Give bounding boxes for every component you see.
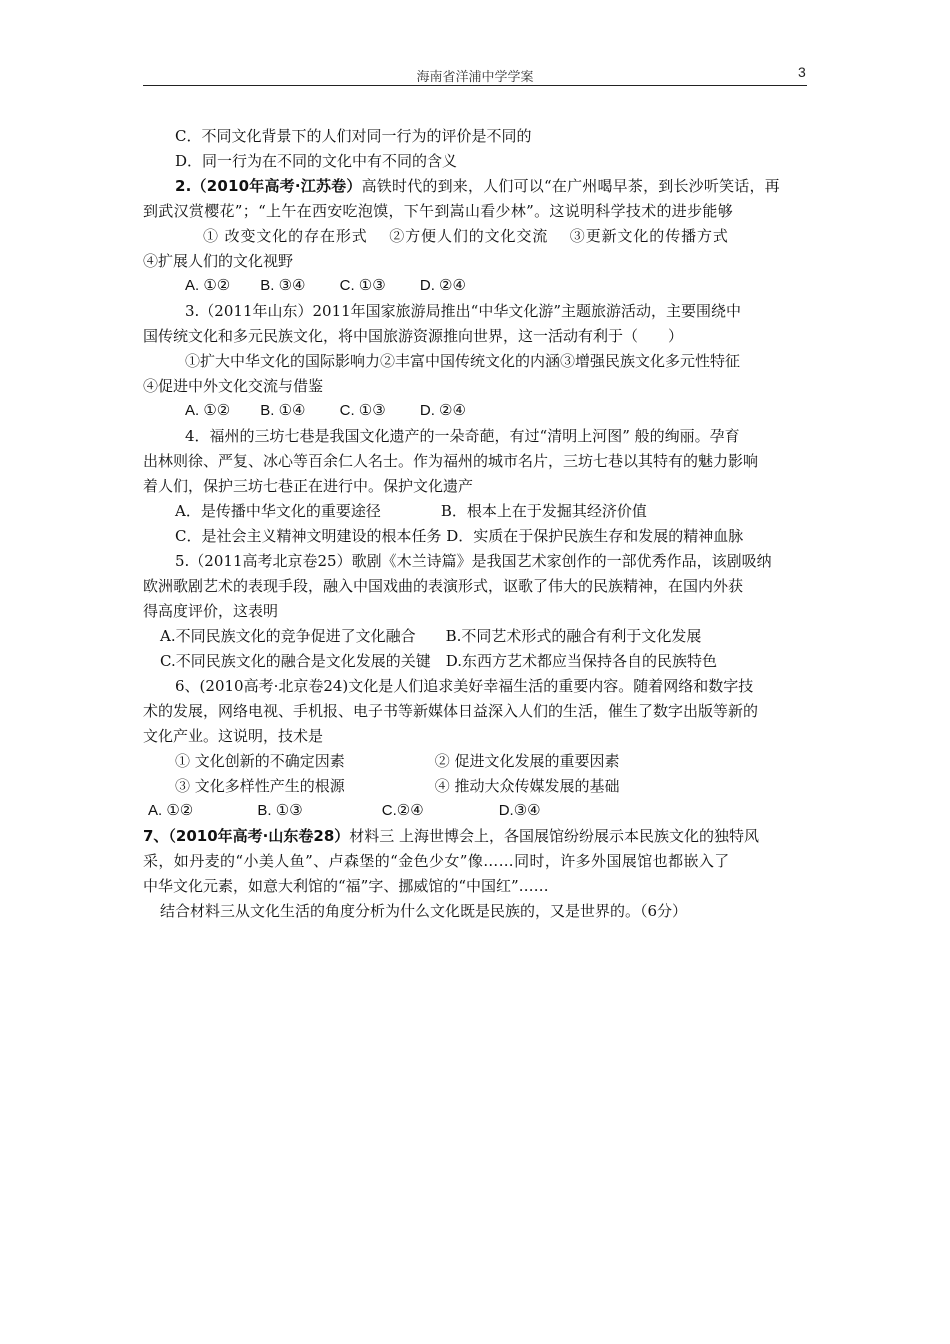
question-2-line: 到武汉赏樱花”；“上午在西安吃泡馍，下午到嵩山看少林”。这说明科学技术的进步能够: [143, 202, 734, 220]
question-4-line: 4．福州的三坊七巷是我国文化遗产的一朵奇葩，有过“清明上河图” 般的绚丽。孕育: [185, 427, 740, 445]
question-5-line: 5.（2011高考北京卷25）歌剧《木兰诗篇》是我国艺术家创作的一部优秀作品，该剧吸纳: [175, 552, 772, 570]
question-4-options: C．是社会主义精神文明建设的根本任务 D．实质在于保护民族生存和发展的精神血脉: [175, 527, 744, 545]
question-7-line: 采，如丹麦的“小美人鱼”、卢森堡的“金色少女”像……同时，许多外国展馆也都嵌入了: [143, 852, 730, 870]
question-7-line: 7、（2010年高考·山东卷28）材料三 上海世博会上，各国展馆纷纷展示本民族文化的独特风: [143, 827, 760, 845]
option-c-line: C．不同文化背景下的人们对同一行为的评价是不同的: [175, 127, 532, 145]
question-2-line: 2.（2010年高考·江苏卷）高铁时代的到来，人们可以“在广州喝早茶，到长沙听笑话，再: [175, 177, 780, 195]
question-3-options: A. ①② B. ①④ C. ①③ D. ②④: [185, 402, 466, 419]
question-2-statements: ④扩展人们的文化视野: [143, 252, 294, 270]
question-3-statements: ④促进中外文化交流与借鉴: [143, 377, 324, 395]
option-d-line: D．同一行为在不同的文化中有不同的含义: [175, 152, 458, 170]
question-2-source: 2.（2010年高考·江苏卷）: [175, 177, 362, 195]
question-4-options: A．是传播中华文化的重要途径 B．根本上在于发掘其经济价值: [175, 502, 647, 520]
question-2-statements: ① 改变文化的存在形式 ②方便人们的文化交流 ③更新文化的传播方式: [203, 227, 729, 245]
question-5-line: 得高度评价，这表明: [143, 602, 279, 620]
question-6-options: A. ①② B. ①③ C.②④ D.③④: [148, 802, 541, 819]
question-7-source: 7、（2010年高考·山东卷28）: [143, 827, 350, 845]
question-4-line: 出林则徐、严复、冰心等百余仁人名士。作为福州的城市名片，三坊七巷以其特有的魅力影响: [143, 452, 759, 470]
question-3-line: 国传统文化和多元民族文化，将中国旅游资源推向世界，这一活动有利于（ ）: [143, 327, 684, 345]
question-4-line: 着人们，保护三坊七巷正在进行中。保护文化遗产: [143, 477, 474, 495]
question-5-options: A.不同民族文化的竞争促进了文化融合 B.不同艺术形式的融合有利于文化发展: [160, 627, 702, 645]
question-3-line: 3.（2011年山东）2011年国家旅游局推出“中华文化游”主题旅游活动，主要围绕中: [185, 302, 741, 320]
question-7-prompt: 结合材料三从文化生活的角度分析为什么文化既是民族的，又是世界的。（6分）: [160, 902, 688, 920]
question-7-line: 中华文化元素，如意大利馆的“福”字、挪威馆的“中国红”……: [143, 877, 549, 895]
question-5-line: 欧洲歌剧艺术的表现手段，融入中国戏曲的表演形式，讴歌了伟大的民族精神，在国内外获: [143, 577, 744, 595]
question-6-line: 6、(2010高考·北京卷24)文化是人们追求美好幸福生活的重要内容。随着网络和数字技: [175, 677, 754, 695]
question-6-statements: ③ 文化多样性产生的根源 ④ 推动大众传媒发展的基础: [175, 777, 620, 795]
question-3-statements: ①扩大中华文化的国际影响力②丰富中国传统文化的内涵③增强民族文化多元性特征: [185, 352, 741, 370]
question-6-statements: ① 文化创新的不确定因素 ② 促进文化发展的重要因素: [175, 752, 620, 770]
page-number: 3: [798, 64, 806, 80]
question-5-options: C.不同民族文化的融合是文化发展的关键 D.东西方艺术都应当保持各自的民族特色: [160, 652, 717, 670]
header-divider: [143, 85, 807, 86]
question-6-line: 文化产业。这说明，技术是: [143, 727, 324, 745]
question-6-line: 术的发展，网络电视、手机报、电子书等新媒体日益深入人们的生活，催生了数字出版等新的: [143, 702, 759, 720]
question-2-options: A. ①② B. ③④ C. ①③ D. ②④: [185, 277, 466, 294]
header-title: 海南省洋浦中学学案: [416, 70, 534, 85]
